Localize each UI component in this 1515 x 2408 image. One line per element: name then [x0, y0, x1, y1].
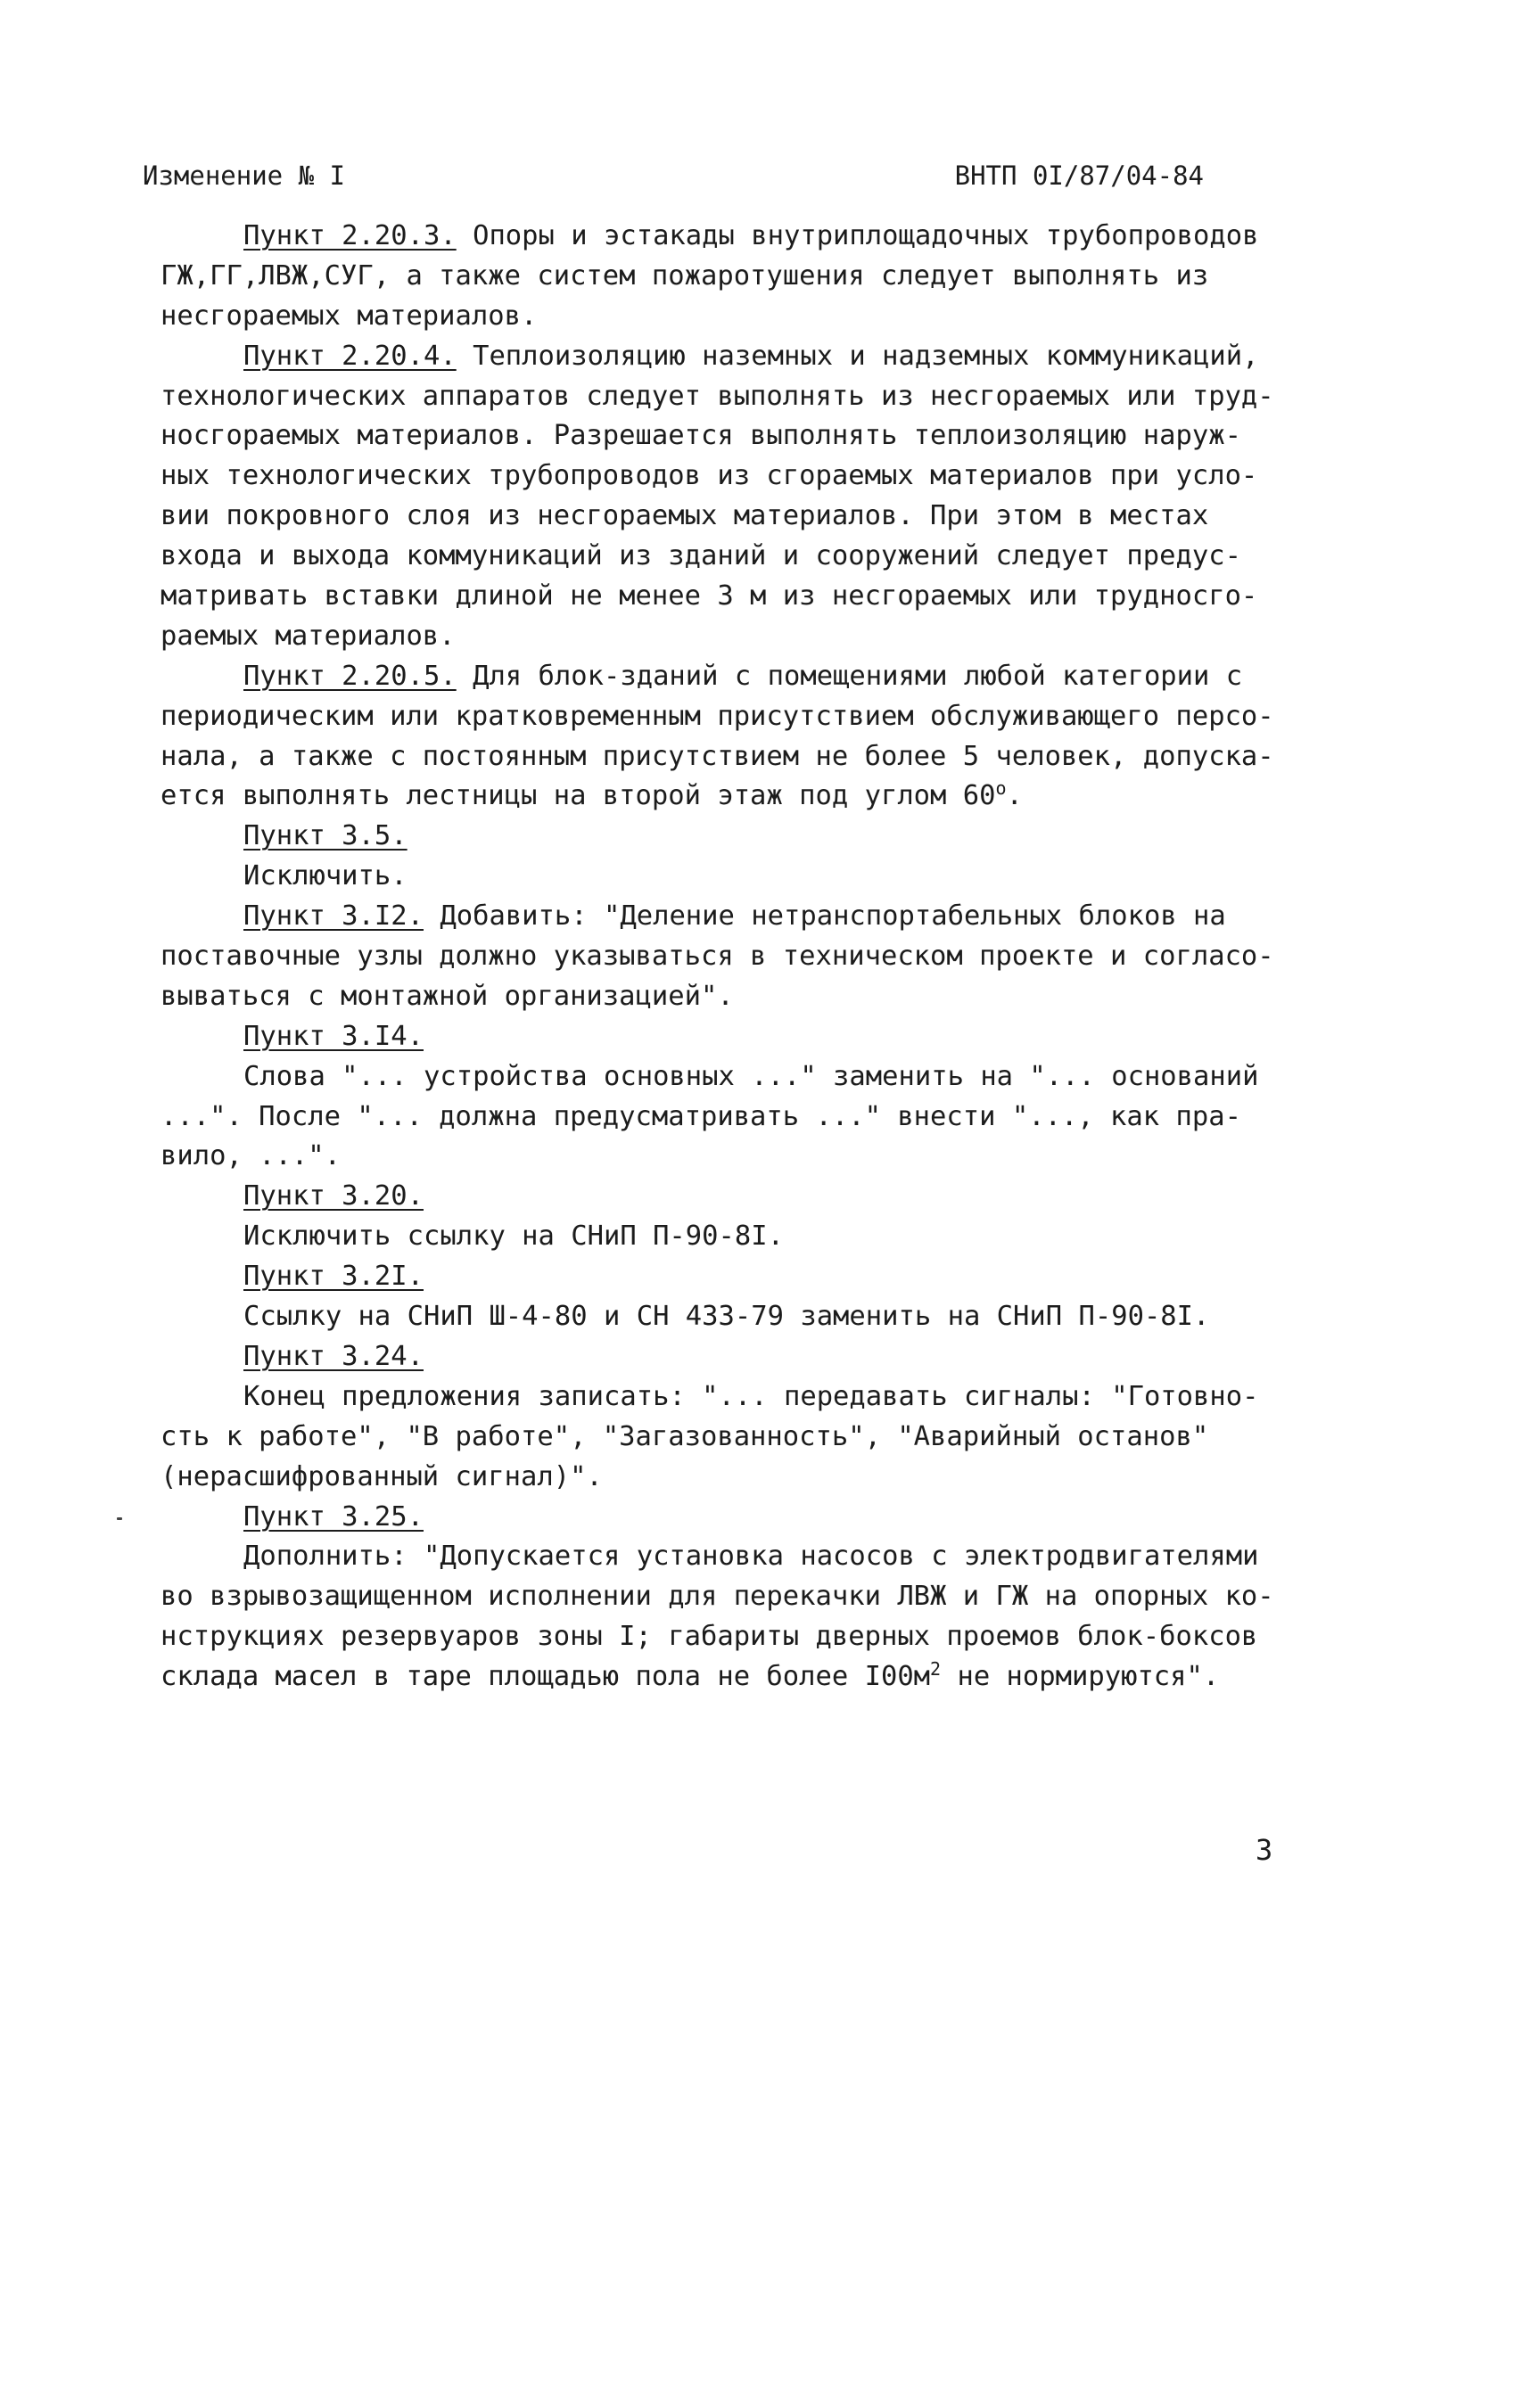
paragraph-line: сть к работе", "В работе", "Загазованность", "Аварийный останов": [161, 1420, 1209, 1452]
paragraph-line: Конец предложения записать: "... передавать сигналы: "Готовно-: [243, 1380, 1259, 1412]
scan-artifact-dot: [117, 1517, 122, 1520]
paragraph-line: поставочные узлы должно указываться в техническом проекте и согласо-: [161, 941, 1274, 973]
paragraph-text: Для блок-зданий с помещениями любой категории с: [456, 660, 1243, 692]
point-label: Пункт 3.24.: [243, 1340, 424, 1372]
paragraph-line: нала, а также с постоянным присутствием не более 5 человек, допуска-: [161, 740, 1274, 772]
paragraph-line: ГЖ,ГГ,ЛВЖ,СУГ, а также систем пожаротушения следует выполнять из: [161, 259, 1209, 292]
paragraph-line: нструкциях резервуаров зоны I; габариты дверных проемов блок-боксов: [161, 1621, 1258, 1653]
point-3-21-heading: [161, 1257, 1311, 1297]
paragraph-line: носгораемых материалов. Разрешается выполнять теплоизоляцию наруж-: [161, 420, 1241, 452]
paragraph-line: вило, ...".: [161, 1140, 341, 1172]
paragraph-text: Теплоизоляцию наземных и надземных коммуникаций,: [456, 340, 1259, 372]
paragraph-line: раемых материалов.: [161, 620, 456, 652]
point-3-25-heading: [161, 1498, 1311, 1538]
line-text: склада масел в таре площадью пола не более I00м: [161, 1661, 931, 1693]
paragraph-line: во взрывозащищенном исполнении для перекачки ЛВЖ и ГЖ на опорных ко-: [161, 1581, 1274, 1613]
paragraph-2-20-3-line: [161, 217, 1311, 257]
square-superscript: 2: [930, 1657, 942, 1680]
paragraph-line: технологических аппаратов следует выполнять из несгораемых или труд-: [161, 380, 1274, 412]
paragraph-line: Дополнить: "Допускается установка насосов с электродвигателями: [243, 1541, 1259, 1573]
paragraph-2-20-5-line: [161, 657, 1311, 697]
paragraph-line: вываться с монтажной организацией".: [161, 980, 734, 1012]
line-text: ется выполнять лестницы на второй этаж под углом 60: [161, 780, 996, 812]
point-3-24-heading: [161, 1337, 1311, 1377]
point-label: Пункт 3.2I.: [243, 1261, 424, 1293]
page-header: [143, 160, 1204, 196]
point-label: Пункт 2.20.5.: [243, 660, 457, 692]
paragraph-line: периодическим или кратковременным присутствием обслуживающего персо-: [161, 700, 1274, 732]
point-label: Пункт 3.25.: [243, 1500, 424, 1533]
paragraph-line: (нерасшифрованный сигнал)".: [161, 1460, 603, 1492]
point-3-14-heading: [161, 1017, 1311, 1057]
paragraph-line: Слова "... устройства основных ..." заменить на "... оснований: [243, 1060, 1259, 1092]
degree-superscript: o: [995, 777, 1007, 800]
paragraph-line: вии покровного слоя из несгораемых материалов. При этом в местах: [161, 500, 1209, 532]
paragraph-line: ...". После "... должна предусматривать ..." внести "..., как пра-: [161, 1100, 1241, 1132]
amendment-number: Изменение № I: [143, 160, 345, 191]
paragraph-text: Добавить: "Деление нетранспортабельных блоков на: [424, 900, 1226, 933]
paragraph-line: ных технологических трубопроводов из сгораемых материалов при усло-: [161, 460, 1258, 492]
page-number: 3: [1256, 1833, 1273, 1867]
paragraph-2-20-4-line: [161, 337, 1311, 377]
point-3-20-heading: [161, 1177, 1311, 1217]
point-label: Пункт 3.20.: [243, 1180, 424, 1212]
point-label: Пункт 2.20.4.: [243, 340, 457, 372]
point-label: Пункт 3.I4.: [243, 1020, 424, 1052]
point-label: Пункт 3.I2.: [243, 900, 424, 933]
paragraph-line: матривать вставки длиной не менее 3 м из несгораемых или трудносго-: [161, 580, 1258, 612]
point-3-5-heading: [161, 817, 1311, 857]
paragraph-line: входа и выхода коммуникаций из зданий и сооружений следует предус-: [161, 540, 1241, 572]
paragraph-line: несгораемых материалов.: [161, 300, 538, 332]
paragraph-line: Исключить ссылку на СНиП П-90-8I.: [243, 1220, 784, 1253]
point-label: Пункт 3.5.: [243, 820, 408, 852]
line-end: не нормируются".: [941, 1661, 1220, 1693]
paragraph-text: Опоры и эстакады внутриплощадочных трубопроводов: [456, 220, 1259, 251]
paragraph-line: [161, 1657, 1311, 1697]
document-body: [161, 217, 1311, 1697]
paragraph-line: [161, 777, 1311, 817]
paragraph-3-12-line: [161, 897, 1311, 937]
point-label: Пункт 2.20.3.: [243, 220, 457, 251]
paragraph-line: Исключить.: [243, 860, 408, 892]
paragraph-line: Ссылку на СНиП Ш-4-80 и СН 433-79 заменить на СНиП П-90-8I.: [243, 1301, 1210, 1333]
document-code: ВНТП 0I/87/04-84: [954, 160, 1204, 191]
line-end: .: [1006, 780, 1023, 812]
